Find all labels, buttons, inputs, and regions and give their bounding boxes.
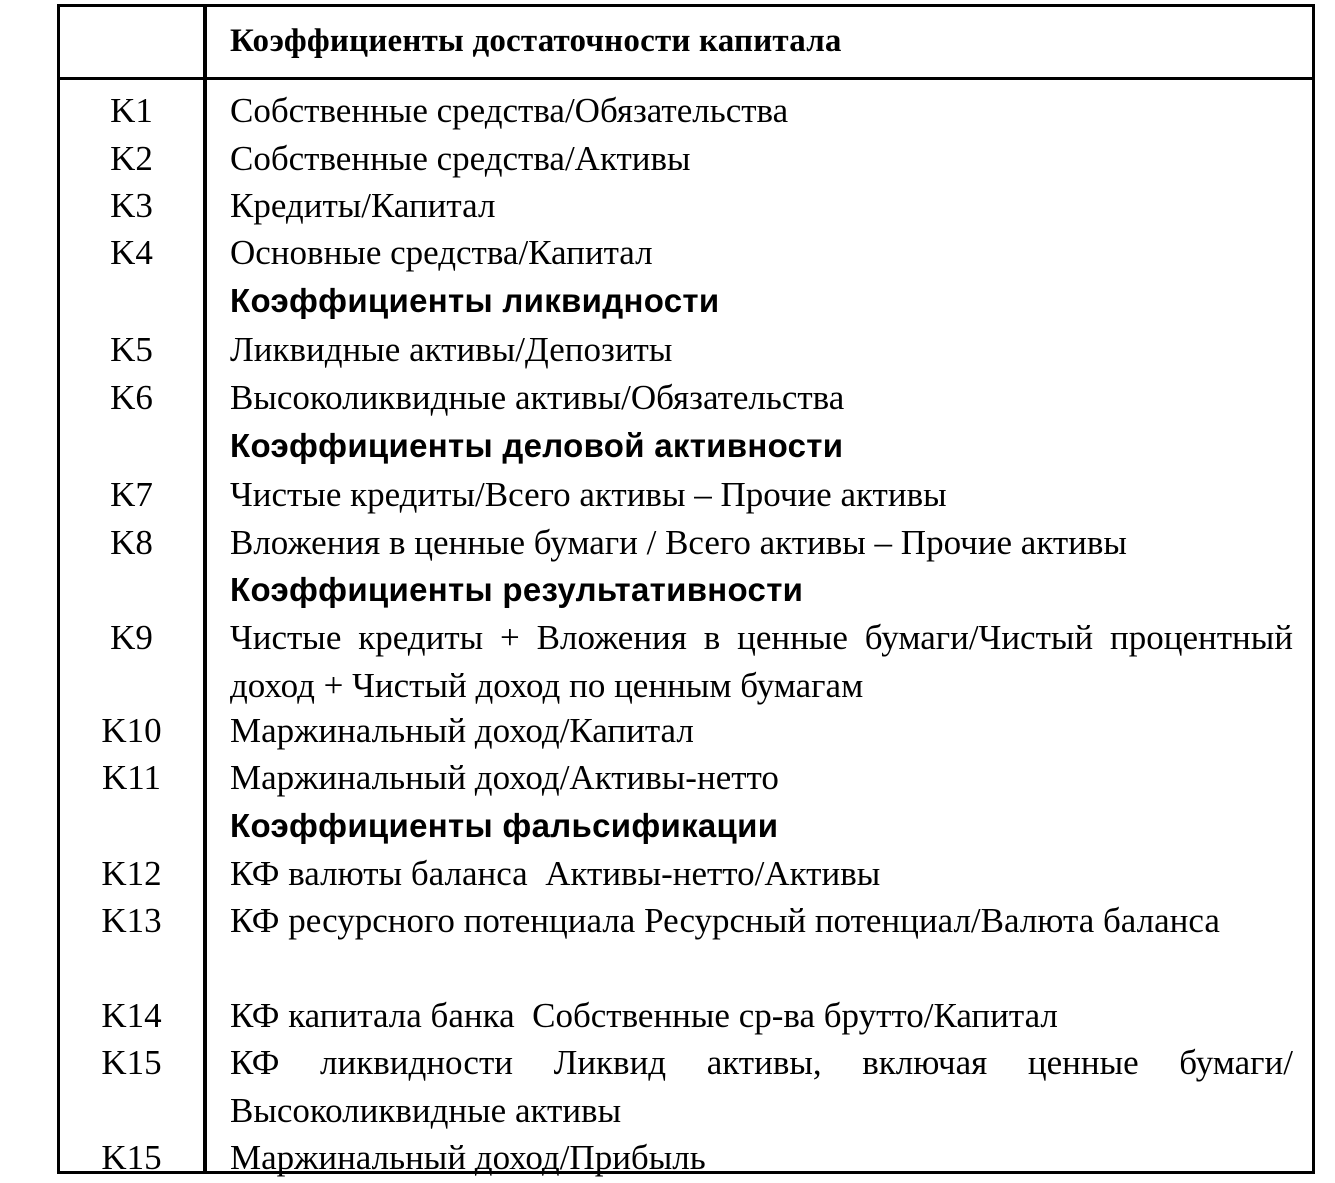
row-text: Маржинальный доход/Прибыль	[230, 1138, 706, 1177]
row-code: K8	[110, 523, 153, 562]
row-text: КФ ликвидности Ликвид активы, включая ценные бумаги/ Высоколиквидные активы	[230, 1043, 1293, 1130]
row-text: КФ валюты баланса Активы-нетто/Активы	[230, 854, 881, 893]
row-code: K11	[102, 758, 161, 797]
row-text: КФ капитала банка Собственные ср-ва брутто/Капитал	[230, 996, 1058, 1035]
row-code: K5	[110, 330, 153, 369]
row-code: K2	[110, 139, 153, 178]
row-text: Ликвидные активы/Депозиты	[230, 330, 673, 369]
header-title: Коэффициенты достаточности капитала	[230, 23, 842, 59]
section-heading: Коэффициенты фальсификации	[230, 807, 779, 844]
row-text: Вложения в ценные бумаги / Всего активы – Прочие активы	[230, 523, 1127, 562]
row-text: Основные средства/Капитал	[230, 233, 653, 272]
section-heading: Коэффициенты результативности	[230, 571, 804, 608]
row-code: K6	[110, 378, 153, 417]
row-text: Маржинальный доход/Капитал	[230, 711, 694, 750]
row-code: K10	[101, 711, 162, 750]
row-text: Чистые кредиты + Вложения в ценные бумаги/Чистый процентный доход + Чистый доход по ценным бумагам	[230, 618, 1293, 705]
row-code: K3	[110, 186, 153, 225]
row-code: K1	[110, 91, 153, 130]
row-code: K15	[101, 1138, 162, 1177]
row-code: K12	[101, 854, 162, 893]
column-divider	[203, 7, 207, 1171]
row-code: K15	[101, 1043, 162, 1082]
row-text: Маржинальный доход/Активы-нетто	[230, 758, 779, 797]
section-heading: Коэффициенты деловой активности	[230, 427, 844, 464]
row-code: K14	[101, 996, 162, 1035]
row-text: Собственные средства/Активы	[230, 139, 691, 178]
row-text: Кредиты/Капитал	[230, 186, 496, 225]
header-divider	[60, 77, 1312, 80]
row-code: K7	[110, 475, 153, 514]
row-code: K13	[101, 901, 162, 940]
coefficients-table	[57, 4, 1315, 1177]
section-heading: Коэффициенты ликвидности	[230, 282, 720, 319]
row-code: K9	[110, 618, 153, 657]
row-code: K4	[110, 233, 153, 272]
row-text: Собственные средства/Обязательства	[230, 91, 789, 130]
row-text: КФ ресурсного потенциала Ресурсный потенциал/Валюта баланса	[230, 901, 1220, 940]
row-text: Высоколиквидные активы/Обязательства	[230, 378, 845, 417]
row-text: Чистые кредиты/Всего активы – Прочие активы	[230, 475, 947, 514]
